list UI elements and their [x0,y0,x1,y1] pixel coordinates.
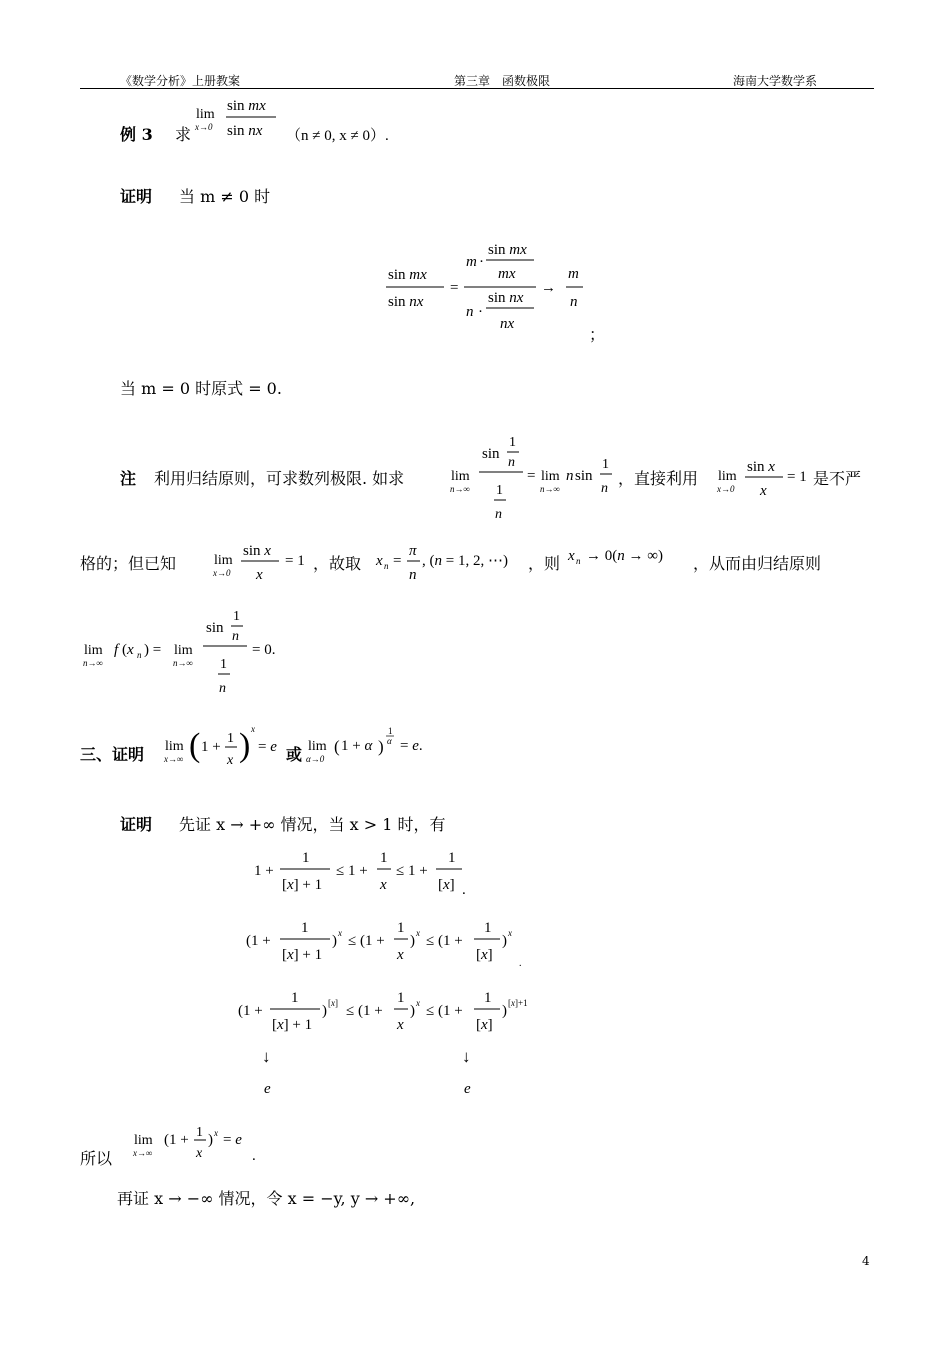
svg-text:sin nx: sin nx [227,123,263,139]
svg-text:) =: ) = [144,642,162,658]
svg-text:x: x [196,1146,203,1161]
svg-text:1: 1 [220,657,227,672]
svg-text:→ 0(n → ∞): → 0(n → ∞) [586,548,663,564]
svg-text:n: n [566,468,574,484]
svg-text:1: 1 [484,990,492,1006]
svg-text:x: x [256,567,263,583]
svg-text:→: → [541,280,556,296]
svg-text:x: x [397,947,404,963]
svg-text:n: n [570,294,578,310]
svg-text:x: x [376,553,383,569]
svg-text:): ) [332,933,337,949]
svg-text:): ) [410,1003,415,1019]
svg-text:1 +: 1 + [201,739,221,755]
svg-text:, (n = 1, 2, ⋯): , (n = 1, 2, ⋯) [422,553,508,569]
section3-label: 三、证明 [80,745,145,764]
svg-text:x: x [251,724,255,734]
note-known-limit-formula-2 [212,534,316,586]
svg-text:x: x [416,928,420,938]
proof2-text1: 先证 x → +∞ 情况，当 x > 1 时，有 [179,815,446,834]
svg-text:↓: ↓ [262,1047,271,1066]
svg-text:↓: ↓ [462,1047,471,1066]
svg-text:1: 1 [602,457,609,472]
svg-text:x→0: x→0 [213,568,231,578]
svg-text:n: n [576,556,581,566]
svg-text:≤ (1 +: ≤ (1 + [426,933,463,949]
svg-text:[x] + 1: [x] + 1 [272,1017,313,1033]
section3-limit-formula-1 [163,720,283,780]
svg-text:lim: lim [174,643,193,658]
svg-text:=: = [393,553,402,569]
svg-text:x: x [508,928,512,938]
svg-text:≤ (1 +: ≤ (1 + [426,1003,463,1019]
proof2-therefore: 所以 [80,1149,113,1168]
proof1-label: 证明 [120,187,153,206]
svg-text:= 1: = 1 [787,469,807,485]
svg-text:[x] + 1: [x] + 1 [282,877,323,893]
svg-text:≤ (1 +: ≤ (1 + [346,1003,383,1019]
svg-text:f: f [114,642,119,658]
svg-text:1: 1 [484,920,492,936]
note-label: 注 [120,469,137,488]
proof1-case1: 当 m ≠ 0 时 [179,187,271,206]
svg-text:mx: mx [498,266,516,282]
svg-text:e: e [464,1081,471,1097]
proof2-text-last: 再证 x → −∞ 情况，令 x = −y, y → +∞, [117,1189,416,1208]
svg-text:n: n [409,567,417,583]
svg-text:1 + α: 1 + α [341,738,373,754]
svg-text:1: 1 [302,850,310,866]
example3-limit-formula [192,94,284,144]
svg-text:nx: nx [500,316,515,332]
inequality-1 [250,844,480,900]
section3-limit-formula-2 [306,722,446,772]
svg-text:(1 +: (1 + [238,1003,263,1019]
svg-text:m: m [568,266,579,282]
svg-text:n→∞: n→∞ [173,658,193,668]
header-left: 《数学分析》上册教案 [120,74,241,88]
svg-text:sin: sin [575,468,593,484]
svg-text:= e.: = e. [400,738,423,754]
svg-text:= 0.: = 0. [252,642,276,658]
svg-text:x: x [227,753,234,768]
note-sequence-choice-formula [374,534,526,586]
svg-text:[x]: [x] [476,947,493,963]
svg-text:sin x: sin x [747,459,775,475]
svg-text:lim: lim [214,553,233,568]
svg-text:1: 1 [388,726,393,736]
svg-text:sin nx: sin nx [388,294,424,310]
svg-text:n: n [495,507,502,522]
inequality-3-with-limits [234,984,544,1100]
svg-text:[x] + 1: [x] + 1 [282,947,323,963]
svg-text:1: 1 [196,1125,203,1140]
note-known-limit-formula [716,450,814,502]
svg-text:= e: = e [258,739,277,755]
svg-text:π: π [409,543,417,559]
svg-text:.: . [252,1148,256,1164]
therefore-limit-formula [128,1124,268,1176]
note-sequence-limit-formula [449,428,639,524]
svg-text:n: n [384,561,389,571]
svg-text:n: n [601,481,608,496]
svg-text:.: . [462,882,466,898]
header-right: 海南大学数学系 [733,74,818,88]
svg-text:): ) [502,1003,507,1019]
svg-text:e: e [264,1081,271,1097]
svg-text:n: n [508,455,515,470]
svg-text:x: x [760,483,767,499]
svg-text:sin nx: sin nx [488,290,524,306]
svg-text:): ) [322,1003,327,1019]
note-line2a: 格的；但已知 [80,554,177,573]
header-rule [80,88,874,89]
svg-text:): ) [208,1132,213,1148]
svg-text:(1 +: (1 + [246,933,271,949]
svg-text:(: ( [189,727,201,764]
svg-text:=: = [527,468,536,484]
svg-text:x: x [338,928,342,938]
svg-text:n: n [232,629,239,644]
note-text3: 是不严 [813,469,862,488]
svg-text:≤ 1 +: ≤ 1 + [396,863,428,879]
svg-text:n→∞: n→∞ [450,484,470,494]
svg-text:= e: = e [223,1132,242,1148]
header-center: 第三章 函数极限 [454,74,551,88]
proof1-case2: 当 m = 0 时原式 = 0. [120,379,282,398]
note-text1: 利用归结原则，可求数列极限. 如求 [154,469,405,488]
svg-text:1: 1 [233,609,240,624]
section3-connector: 或 [286,745,303,764]
svg-text:sin mx: sin mx [227,98,266,114]
proof1-ratio-formula [384,234,594,344]
svg-text:1: 1 [291,990,299,1006]
svg-text:[x]: [x] [438,877,455,893]
svg-text:·: · [479,254,484,270]
svg-text:x: x [380,877,387,893]
svg-text:1: 1 [397,990,405,1006]
page-number: 4 [862,1254,870,1268]
svg-text:sin mx: sin mx [388,267,427,283]
inequality-2 [242,914,532,974]
svg-text:1: 1 [301,920,309,936]
svg-text:≤ 1 +: ≤ 1 + [336,863,368,879]
svg-text:1: 1 [397,920,405,936]
svg-text:=: = [450,280,459,296]
svg-text:): ) [502,933,507,949]
svg-text:x→∞: x→∞ [133,1148,153,1158]
svg-text:): ) [378,737,384,756]
svg-text:n: n [466,304,474,320]
svg-text:n: n [137,650,142,660]
svg-text:n: n [219,681,226,696]
svg-text:= 1: = 1 [285,553,305,569]
note-conclusion-formula [82,598,302,698]
example3-ask: 求 [175,125,192,144]
svg-text:): ) [410,933,415,949]
svg-text:sin x: sin x [243,543,271,559]
proof2-label: 证明 [120,815,153,834]
svg-text:·: · [478,304,483,320]
svg-text:α: α [387,736,392,746]
svg-text:1: 1 [227,731,234,746]
svg-text:lim: lim [308,739,327,754]
svg-text:x: x [416,998,420,1008]
example3-label: 例 3 [120,125,153,144]
svg-text:sin: sin [206,620,224,636]
svg-text:x: x [214,1128,218,1138]
svg-text:n→∞: n→∞ [540,484,560,494]
svg-text:lim: lim [196,107,215,122]
svg-text:≤ (1 +: ≤ (1 + [348,933,385,949]
note-line2d: ，从而由归结原则 [693,554,822,573]
svg-text:x→∞: x→∞ [164,754,184,764]
proof1-semicolon: ； [589,325,606,344]
svg-text:sin mx: sin mx [488,242,527,258]
svg-text:x: x [397,1017,404,1033]
svg-text:.: . [519,958,522,969]
note-line2b: ，故取 [313,554,362,573]
svg-text:α→0: α→0 [306,754,325,764]
svg-text:x→0: x→0 [717,484,735,494]
svg-text:1 +: 1 + [254,863,274,879]
svg-text:m: m [466,254,477,270]
svg-text:n→∞: n→∞ [83,658,103,668]
svg-text:1: 1 [448,850,456,866]
svg-text:lim: lim [134,1133,153,1148]
svg-text:x→0: x→0 [195,122,213,132]
example3-condition: （n ≠ 0, x ≠ 0）. [286,128,389,144]
svg-text:lim: lim [718,469,737,484]
note-line2c: ，则 [528,554,561,573]
svg-text:[x]+1: [x]+1 [508,998,528,1008]
svg-text:(: ( [334,737,340,756]
svg-text:lim: lim [451,469,470,484]
svg-text:1: 1 [380,850,388,866]
svg-text:[x]: [x] [328,998,338,1008]
note-text2: ，直接利用 [618,469,699,488]
svg-text:lim: lim [84,643,103,658]
svg-text:x: x [568,548,575,564]
svg-text:lim: lim [541,469,560,484]
svg-text:): ) [239,727,251,764]
note-convergence-formula [566,540,696,570]
svg-text:1: 1 [496,483,503,498]
svg-text:lim: lim [165,739,184,754]
svg-text:sin: sin [482,446,500,462]
svg-text:1: 1 [509,435,516,450]
svg-text:[x]: [x] [476,1017,493,1033]
svg-text:(1 +: (1 + [164,1132,189,1148]
svg-text:(x: (x [122,642,134,658]
